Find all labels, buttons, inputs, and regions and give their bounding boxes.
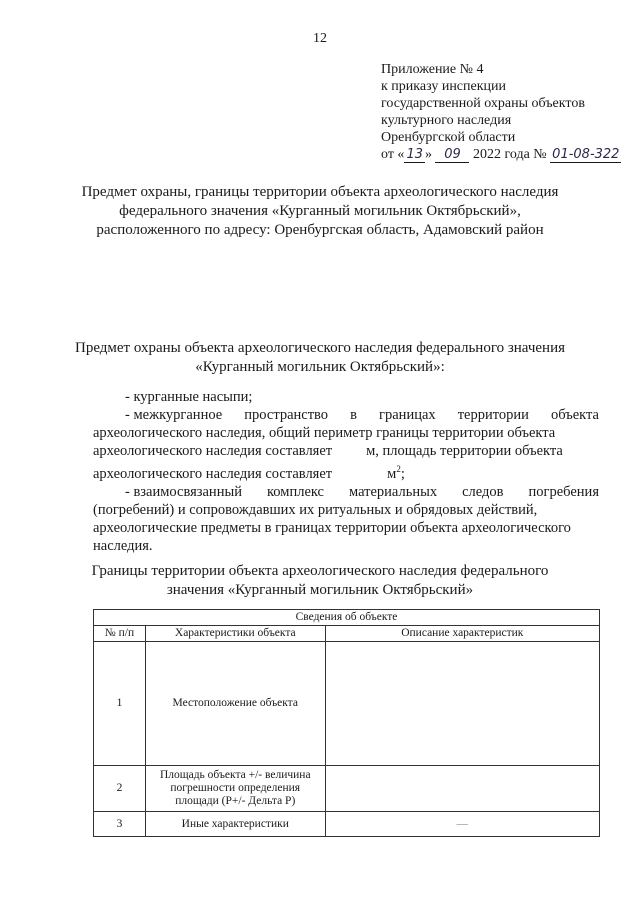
main-title [60, 183, 580, 240]
word: территории [457, 407, 529, 423]
word: следов [462, 483, 504, 500]
protection-title [60, 339, 580, 377]
row-description [325, 642, 599, 766]
date-mid: » [424, 147, 432, 162]
list-item [93, 483, 599, 501]
word: - межкурганное [125, 407, 223, 423]
word: погребения [528, 483, 599, 500]
annex-title: Приложение № 4 [381, 62, 484, 77]
row-characteristic: Площадь объекта +/- величина погрешности определения площади (Р+/- Дельта Р) [145, 766, 325, 812]
protection-title-line: Предмет охраны объекта археологического наследия федерального значения [74, 340, 566, 356]
table-row [94, 766, 600, 812]
annex-line: Оренбургской области [381, 130, 516, 145]
row-description [325, 766, 599, 812]
word: в [350, 407, 357, 423]
page-number: 12 [313, 31, 327, 46]
date-month-handwritten: 09 [435, 148, 469, 163]
row-num: 2 [94, 766, 146, 812]
superscript: 2 [396, 464, 401, 474]
word: материальных [349, 483, 438, 500]
text: м [387, 465, 397, 482]
annex-block [381, 61, 631, 163]
table-row [94, 812, 600, 837]
text: археологического наследия составляет [93, 443, 333, 459]
protection-title-line: «Курганный могильник Октябрьский»: [195, 359, 445, 375]
header-description: Описание характеристик [325, 626, 599, 642]
list-item-line: наследия. [93, 537, 153, 554]
list-item-line: (погребений) и сопровождавших их ритуальных и обрядовых действий, [93, 501, 538, 518]
list-item-line: археологические предметы в границах территории объекта археологического [93, 519, 571, 536]
row-characteristic: Местоположение объекта [145, 642, 325, 766]
text: археологического наследия составляет [93, 465, 333, 482]
annex-date-line [381, 146, 631, 163]
date-day-handwritten: 13 [406, 147, 423, 162]
word: комплекс [266, 483, 324, 500]
row-characteristic: Иные характеристики [145, 812, 325, 837]
annex-line: культурного наследия [381, 113, 512, 128]
main-title-line: расположенного по адресу: Оренбургская область, Адамовский район [96, 222, 544, 238]
row-num: 1 [94, 642, 146, 766]
row-description: — [325, 812, 599, 837]
header-num: № п/п [94, 626, 146, 642]
borders-title [60, 562, 580, 600]
list-item-line: археологического наследия, общий периметр границы территории объекта [93, 425, 556, 441]
annex-line: к приказу инспекции [381, 79, 507, 94]
text: м, площадь территории объекта [366, 443, 563, 459]
main-title-line: федерального значения «Курганный могильник Октябрьский», [119, 203, 521, 219]
word: границах [379, 407, 436, 423]
word: - взаимосвязанный [125, 483, 242, 500]
text: ; [400, 465, 405, 482]
borders-title-line: значения «Курганный могильник Октябрьский» [166, 582, 474, 598]
object-info-table [93, 609, 600, 837]
list-item: - курганные насыпи; [125, 389, 253, 405]
table-row [94, 642, 600, 766]
protection-items [93, 388, 599, 555]
list-item [93, 406, 599, 424]
list-item-line [93, 442, 599, 460]
table-caption: Сведения об объекте [94, 610, 600, 626]
header-characteristics: Характеристики объекта [145, 626, 325, 642]
borders-title-line: Границы территории объекта археологического наследия федерального [91, 563, 549, 579]
date-year: 2022 года № [472, 147, 547, 162]
list-item-line [93, 460, 599, 483]
date-prefix: от « [381, 147, 405, 162]
annex-line: государственной охраны объектов [381, 96, 585, 111]
word: пространство [244, 407, 329, 423]
main-title-line: Предмет охраны, границы территории объекта археологического наследия [81, 184, 559, 200]
word: объекта [550, 407, 599, 423]
order-number-handwritten: 01-08-322 [552, 147, 620, 162]
row-num: 3 [94, 812, 146, 837]
